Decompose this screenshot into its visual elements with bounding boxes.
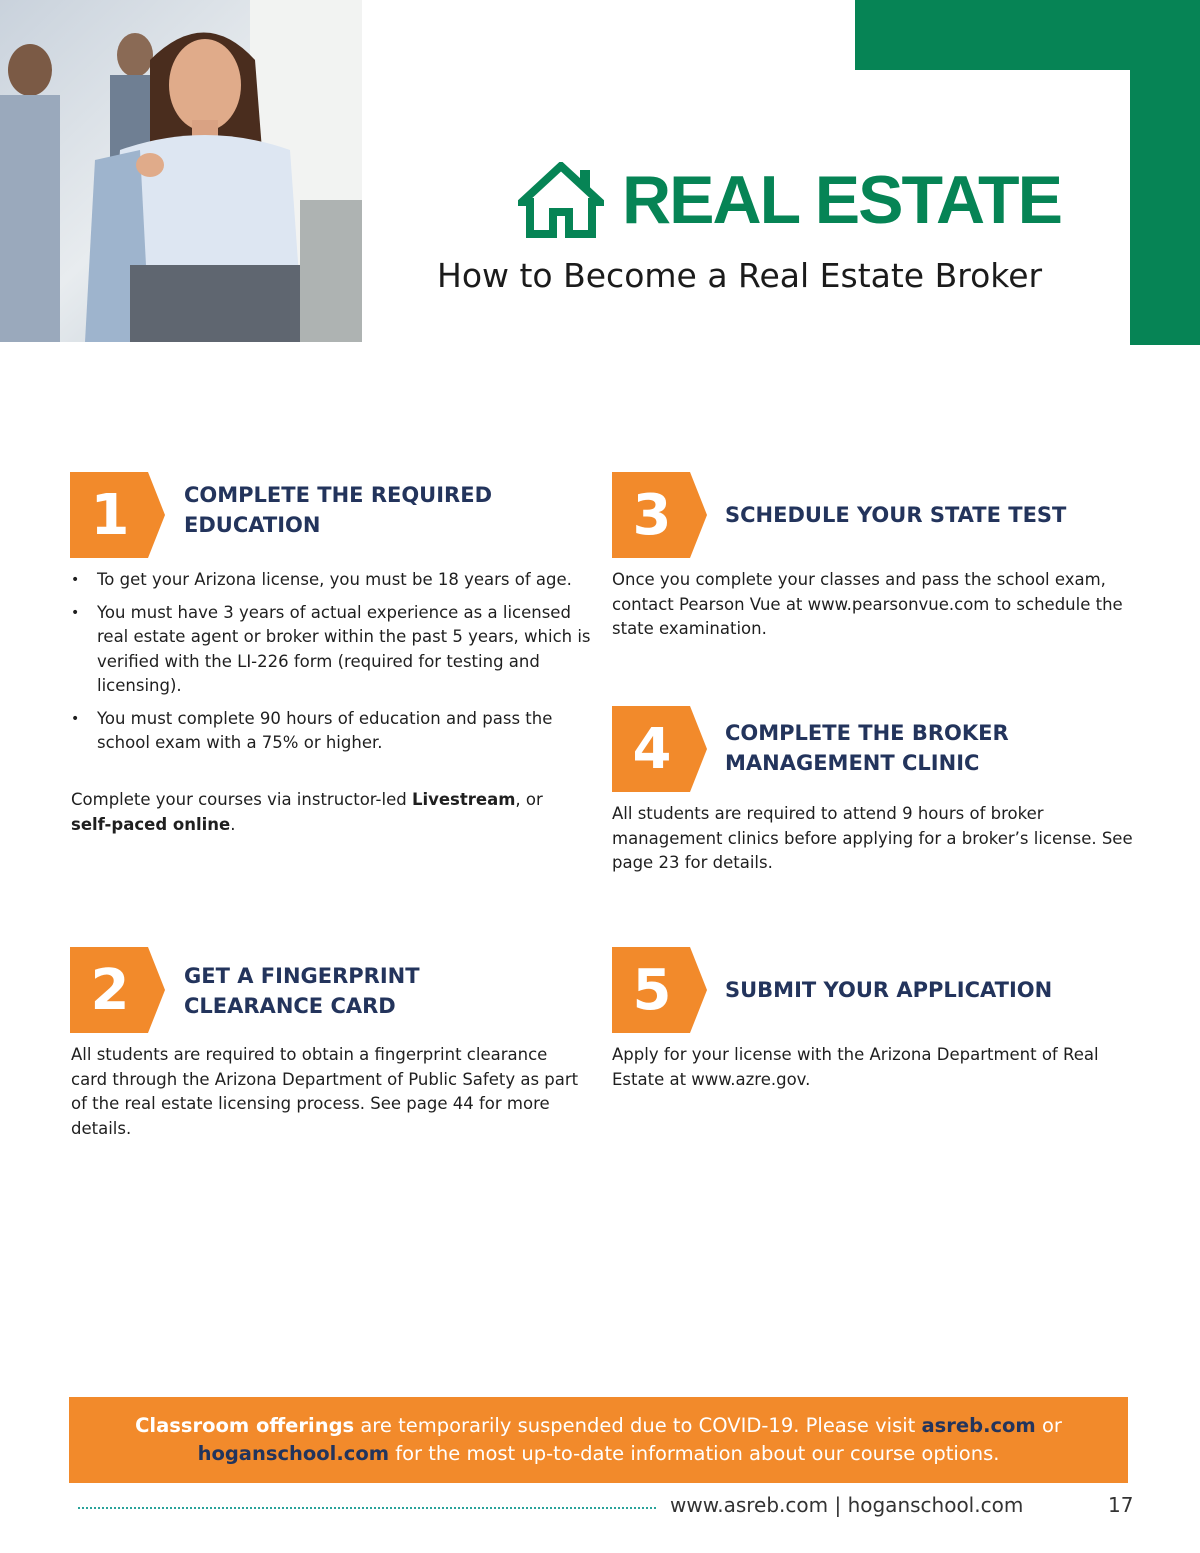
covid-notice-banner — [69, 1397, 1128, 1483]
heading-line: SUBMIT YOUR APPLICATION — [725, 978, 1053, 1002]
step-1-note — [71, 788, 591, 837]
list-item: • To get your Arizona license, you must be 18 years of age. — [71, 568, 591, 593]
asreb-link[interactable]: asreb.com — [921, 1414, 1036, 1437]
step-4-badge — [612, 706, 707, 792]
step-4-body: All students are required to attend 9 hours of broker management clinics before applying for a broker’s license. See page 23 for details. — [612, 804, 1133, 872]
step-3-body: Once you complete your classes and pass the school exam, contact Pearson Vue at www.pearsonvue.com to schedule the state examination. — [612, 570, 1123, 638]
notice-line-2 — [198, 1440, 1000, 1468]
notice-line-1 — [135, 1412, 1062, 1440]
footer-urls: www.asreb.com | hoganschool.com — [670, 1493, 1024, 1517]
step-2-body: All students are required to obtain a fingerprint clearance card through the Arizona Department of Public Safety as part of the real estate licensing process. See page 44 for more details. — [71, 1045, 579, 1138]
note-text: , or — [515, 790, 543, 809]
step-2-heading — [184, 961, 420, 1021]
step-5-badge — [612, 947, 707, 1033]
notice-text: or — [1035, 1414, 1062, 1437]
step-5-heading — [725, 975, 1052, 1005]
footer-dotted-divider — [78, 1507, 656, 1509]
notice-text: are temporarily suspended due to COVID-19. Please visit — [354, 1414, 922, 1437]
page-number: 17 — [1108, 1493, 1134, 1517]
step-number: 2 — [90, 957, 130, 1023]
heading-line: COMPLETE THE REQUIRED — [184, 483, 492, 507]
heading-line: MANAGEMENT CLINIC — [725, 751, 980, 775]
house-icon — [518, 162, 604, 238]
notice-bold: Classroom offerings — [135, 1414, 355, 1437]
livestream-link: Livestream — [411, 790, 516, 809]
step-1-heading — [184, 480, 492, 540]
heading-line: GET A FINGERPRINT — [184, 964, 420, 988]
hoganschool-link[interactable]: hoganschool.com — [197, 1442, 390, 1465]
heading-line: COMPLETE THE BROKER — [725, 721, 1009, 745]
step-number: 1 — [90, 482, 130, 548]
step-number: 4 — [632, 716, 672, 782]
step-3-badge — [612, 472, 707, 558]
heading-line: SCHEDULE YOUR STATE TEST — [725, 503, 1067, 527]
heading-line: EDUCATION — [184, 513, 321, 537]
notice-text: for the most up-to-date information about our course options. — [389, 1442, 1000, 1465]
self-paced-link: self-paced online — [71, 814, 231, 834]
green-accent-side-bar — [1130, 0, 1200, 345]
note-text: . — [230, 814, 236, 834]
list-item: • You must complete 90 hours of education and pass the school exam with a 75% or higher. — [71, 707, 591, 756]
step-number: 5 — [632, 957, 672, 1023]
heading-line: CLEARANCE CARD — [184, 994, 396, 1018]
step-4-heading — [725, 718, 1009, 778]
step-1-badge — [70, 472, 165, 558]
page-subtitle: How to Become a Real Estate Broker — [437, 256, 1043, 295]
step-1-bullets — [71, 568, 591, 764]
note-text: Complete your courses via instructor-led — [71, 790, 412, 809]
list-item: • You must have 3 years of actual experience as a licensed real estate agent or broker within the past 5 years, which is verified with the LI-226 form (required for testing and licensing). — [71, 601, 591, 699]
step-3-heading — [725, 500, 1066, 530]
step-number: 3 — [632, 482, 672, 548]
page-title: REAL ESTATE — [622, 162, 1061, 238]
step-2-badge — [70, 947, 165, 1033]
page-header — [518, 150, 1061, 250]
businesswoman-photo — [0, 0, 362, 342]
step-5-body: Apply for your license with the Arizona Department of Real Estate at www.azre.gov. — [612, 1045, 1099, 1089]
